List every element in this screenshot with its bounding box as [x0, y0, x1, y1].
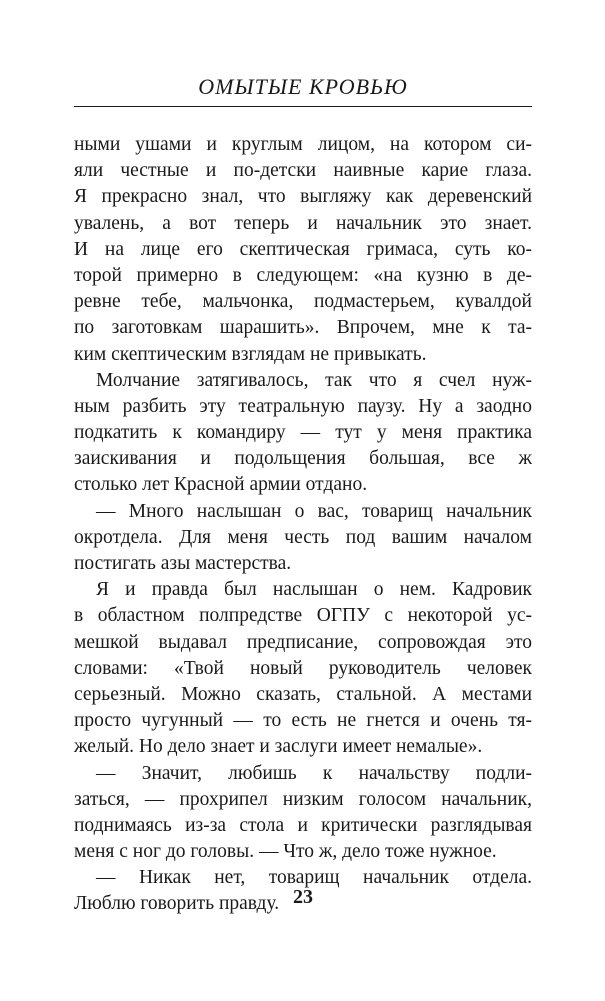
text-line: постигать азы мастерства. — [74, 553, 292, 574]
body-text — [74, 132, 532, 918]
text-line: Я прекрасно знал, что выгляжу как деревенский — [74, 186, 532, 208]
text-line: заться, — прохрипел низким голосом начальник, — [74, 788, 532, 810]
text-line: по заготовкам шарашить». Впрочем, мне к та- — [74, 317, 532, 339]
text-line: подкатить к командиру — тут у меня практика — [74, 422, 532, 444]
text-line: яли честные и по-детски наивные карие глаза. — [74, 160, 532, 182]
page-number: 23 — [293, 886, 313, 908]
text-line: увалень, а вот теперь и начальник это знает. — [74, 212, 532, 234]
text-line: столько лет Красной армии отдано. — [74, 474, 368, 496]
text-line: заискивания и подольщения большая, все ж — [74, 448, 532, 470]
header-rule — [74, 106, 532, 107]
text-line: — Значит, любишь к начальству подли- — [96, 762, 532, 784]
text-line: Люблю говорить правду. — [74, 893, 280, 915]
text-line: поднимаясь из-за стола и критически разглядывая — [74, 814, 532, 836]
text-line: словами: «Твой новый руководитель человек — [74, 657, 532, 679]
text-line: — Много наслышан о вас, товарищ начальник — [96, 500, 532, 522]
text-line: Молчание затягивалось, так что я счел нуж- — [96, 369, 532, 391]
text-line: меня с ног до головы. — Что ж, дело тоже нужное. — [74, 841, 497, 863]
text-line: — Никак нет, товарищ начальник отдела. — [96, 867, 532, 889]
text-line: ными ушами и круглым лицом, на котором си- — [74, 134, 532, 155]
text-line: торой примерно в следующем: «на кузню в де- — [74, 264, 532, 286]
text-line: мешкой выдавал предписание, сопровождая это — [74, 631, 532, 653]
text-line: желый. Но дело знает и заслуги имеет немалые». — [74, 736, 483, 758]
text-line: ным разбить эту театральную паузу. Ну а заодно — [74, 395, 532, 417]
text-line: ревне тебе, мальчонка, подмастерьем, кувалдой — [74, 291, 532, 313]
text-line: окротдела. Для меня честь под вашим началом — [74, 526, 532, 548]
text-line: просто чугунный — то есть не гнется и очень тя- — [74, 710, 532, 732]
text-line: Я и правда был наслышан о нем. Кадровик — [96, 579, 532, 601]
running-title: ОМЫТЫЕ КРОВЬЮ — [198, 74, 408, 99]
text-line: в областном полпредстве ОГПУ с некоторой ус- — [74, 605, 532, 627]
text-line: серьезный. Можно сказать, стальной. А местами — [74, 683, 532, 705]
text-line: И на лице его скептическая гримаса, суть ко- — [74, 238, 532, 260]
text-line: ким скептическим взглядам не привыкать. — [74, 343, 427, 365]
